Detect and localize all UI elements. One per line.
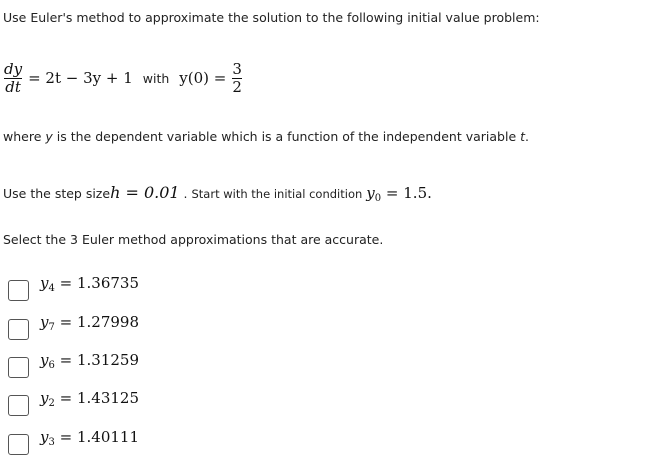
initial-value-fraction	[232, 59, 242, 96]
choice-label: $y_7 = 1.27998$	[40, 313, 140, 333]
where-var-t: t	[520, 129, 526, 144]
initial-frac-denominator: 2	[232, 77, 242, 96]
where-var-y: y	[45, 129, 53, 144]
instruction-text: Select the 3 Euler method approximations that are accurate.	[3, 232, 384, 247]
y0-value: = 1.5	[381, 184, 428, 202]
with-word: with	[142, 70, 170, 86]
dy-numerator: dy	[4, 59, 23, 78]
initial-condition-lhs: y(0) =	[179, 69, 227, 87]
initial-frac-numerator: 3	[232, 59, 242, 78]
checkbox[interactable]	[8, 319, 29, 340]
step-line-period: .	[427, 184, 432, 202]
where-text-1: where	[3, 129, 46, 144]
choice-label: $y_6 = 1.31259$	[40, 351, 140, 371]
where-text-3: .	[525, 129, 529, 144]
choice-label: $y_3 = 1.40111$	[40, 428, 140, 448]
choice-label: $y_4 = 1.36735$	[40, 274, 140, 294]
dt-denominator: dt	[5, 77, 21, 96]
choice-label: $y_2 = 1.43125$	[40, 389, 140, 409]
checkbox[interactable]	[8, 395, 29, 416]
checkbox[interactable]	[8, 434, 29, 455]
checkbox[interactable]	[8, 357, 29, 378]
checkbox[interactable]	[8, 280, 29, 301]
variable-description	[3, 129, 529, 144]
step-separator: .	[179, 186, 192, 201]
y0-var: y	[366, 184, 375, 202]
initial-condition-text: Start with the initial condition	[191, 187, 363, 201]
where-text-2: is the dependent variable which is a function of the independent variable	[52, 129, 521, 144]
step-size-expr: h = 0.01	[110, 183, 180, 202]
problem-intro: Use Euler's method to approximate the solution to the following initial value problem:	[3, 10, 540, 25]
ode-equation	[4, 58, 242, 98]
y0-subscript: 0	[374, 193, 382, 204]
step-text-1: Use the step size	[3, 186, 111, 201]
dy-dt-fraction	[4, 59, 23, 96]
step-size-line	[3, 183, 432, 204]
ode-rhs: = 2t − 3y + 1	[28, 69, 133, 87]
initial-condition-expr	[366, 184, 427, 204]
